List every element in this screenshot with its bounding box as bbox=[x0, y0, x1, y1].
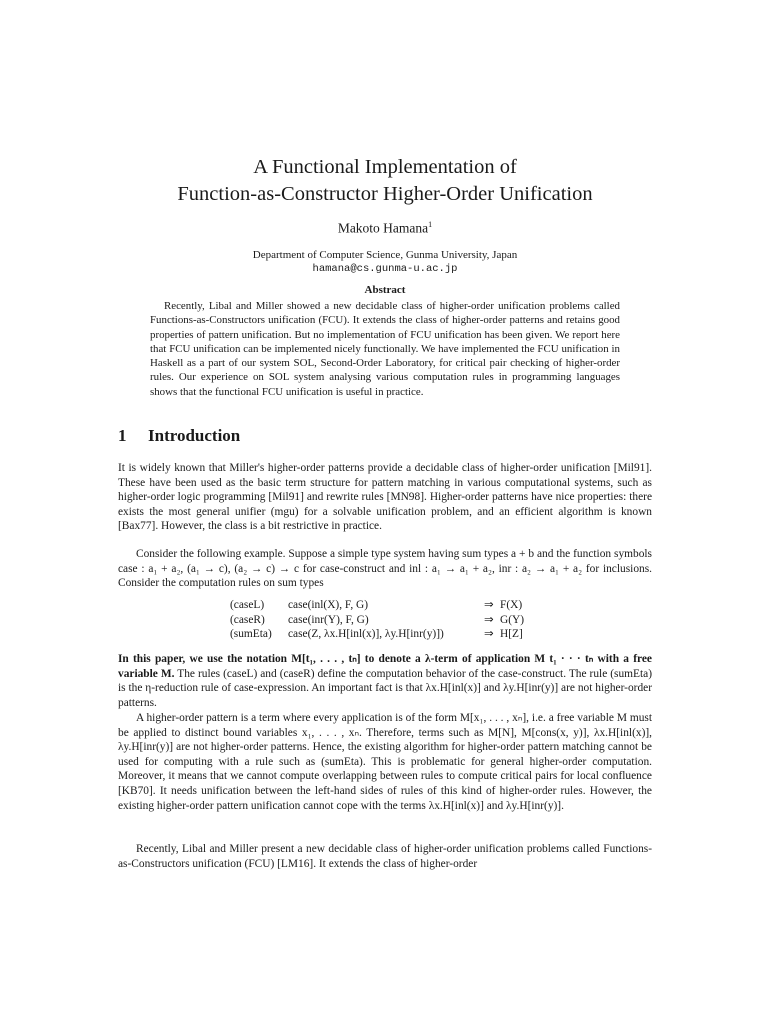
abstract-text: Recently, Libal and Miller showed a new decidable class of higher-order unification problems called Functions-as-Constructors unification (FCU). It extends the class of higher-order patterns and retains good properties of pattern unification. But no implementation of FCU unification has been given. We report here that FCU unification can be implemented nicely functionally. We have implemented the FCU unification in Haskell as a part of our system SOL, Second-Order Laboratory, for critical pair checking of higher-order rules. Our experience on SOL system analysing various computation rules in programming languages shows that the functional FCU unification is useful in practice. bbox=[150, 300, 620, 398]
rule-arrow: ⇒ bbox=[484, 599, 494, 611]
title-line-2: Function-as-Constructor Higher-Order Unification bbox=[177, 183, 593, 205]
section-heading bbox=[118, 426, 652, 446]
rule-row bbox=[230, 613, 550, 628]
title-line-1: A Functional Implementation of bbox=[253, 156, 517, 178]
author-line bbox=[118, 220, 652, 237]
rule-rhs: F(X) bbox=[500, 599, 523, 611]
rule-arrow: ⇒ bbox=[484, 628, 494, 641]
rule-lhs: case(Z, λx.H[inl(x)], λy.H[inr(y)]) bbox=[288, 628, 444, 641]
rule-lhs: case(inl(X), F, G) bbox=[288, 599, 369, 611]
rule-lhs: case(inr(Y), F, G) bbox=[288, 613, 369, 626]
rule-name: (sumEta) bbox=[230, 628, 272, 641]
rules-display bbox=[230, 598, 550, 642]
rule-name: (caseL) bbox=[230, 599, 265, 611]
affiliation-dept: Department of Computer Science, Gunma University, Japan bbox=[252, 249, 518, 261]
rule-rhs: H[Z] bbox=[500, 628, 523, 641]
paragraph-5: Recently, Libal and Miller present a new decidable class of higher-order unification problems called Functions-as-Constructors unification (FCU) [LM16]. It extends the class of higher-order bbox=[118, 843, 652, 870]
section-number: 1 bbox=[118, 426, 127, 445]
paragraph-1: It is widely known that Miller's higher-order patterns provide a decidable class of higher-order unification [Mil91]. These have been used as the basic term structure for pattern matching in various computational systems, such as higher-order logic programming [Mil91] and rewrite rules [MN98]. Higher-order patterns have nice properties: there exists the most general unifier (mgu) for a solvable unification problem, and an efficient algorithm is known [Bax77]. However, the class is a bit restrictive in practice. bbox=[118, 462, 652, 533]
abstract-heading: Abstract bbox=[364, 284, 406, 296]
rule-arrow: ⇒ bbox=[484, 613, 494, 626]
paragraph-3-rest: The rules (caseL) and (caseR) define the computation behavior of the case-construct. The rule (sumEta) is the η-reduction rule of case-expression. An important fact is that λx.H[inl(x)] and λy.H[inr(y)] are not higher-order patterns. bbox=[118, 667, 653, 709]
paper-title bbox=[118, 154, 652, 208]
affiliation bbox=[118, 248, 652, 276]
rule-row bbox=[230, 598, 550, 613]
paragraph-4: A higher-order pattern is a term where every application is of the form M[x₁, . . . , xₙ], i.e. a free variable M must be applied to distinct bound variables x₁, . . . , xₙ. Therefore, terms such as M[N], M[cons(x, y)], λx.H[inl(x)], λy.H[inr(y)] are not higher-order patterns. Hence, the existing algorithm for higher-order pattern matching cannot be used for computing with a rule such as (sumEta). This is problematic for general higher-order computation. Moreover, it means that we cannot compute overlapping between rules to compute critical pairs for local confluence [KB70]. It needs unification between the left-hand sides of rules of this kind of higher-order rules. However, the existing higher-order pattern unification cannot cope with the terms λx.H[inl(x)] and λy.H[inr(y)]. bbox=[118, 712, 652, 812]
paragraph-3 bbox=[118, 652, 652, 710]
section-title: Introduction bbox=[148, 426, 241, 445]
paragraph-2: Consider the following example. Suppose a simple type system having sum types a + b and the function symbols case : a₁ + a₂, (a₁ → c), (a₂ → c) → c for case-construct and inl : a₁ → a₁ + a₂, inr : a₂ → a₁ + a₂ for inclusions. Consider the computation rules on sum types bbox=[118, 548, 652, 590]
rule-row bbox=[230, 627, 550, 642]
affiliation-email: hamana@cs.gunma-u.ac.jp bbox=[312, 263, 458, 275]
author-name: Makoto Hamana bbox=[337, 220, 429, 236]
notation-statement: In this paper, we use the notation M[t₁, . . . , tₙ] to denote a λ-term of application M t₁ · · · tₙ with a free variable M. bbox=[118, 653, 652, 680]
rule-name: (caseR) bbox=[230, 613, 265, 626]
author-footnote-mark: 1 bbox=[428, 220, 433, 229]
rule-rhs: G(Y) bbox=[500, 613, 525, 626]
